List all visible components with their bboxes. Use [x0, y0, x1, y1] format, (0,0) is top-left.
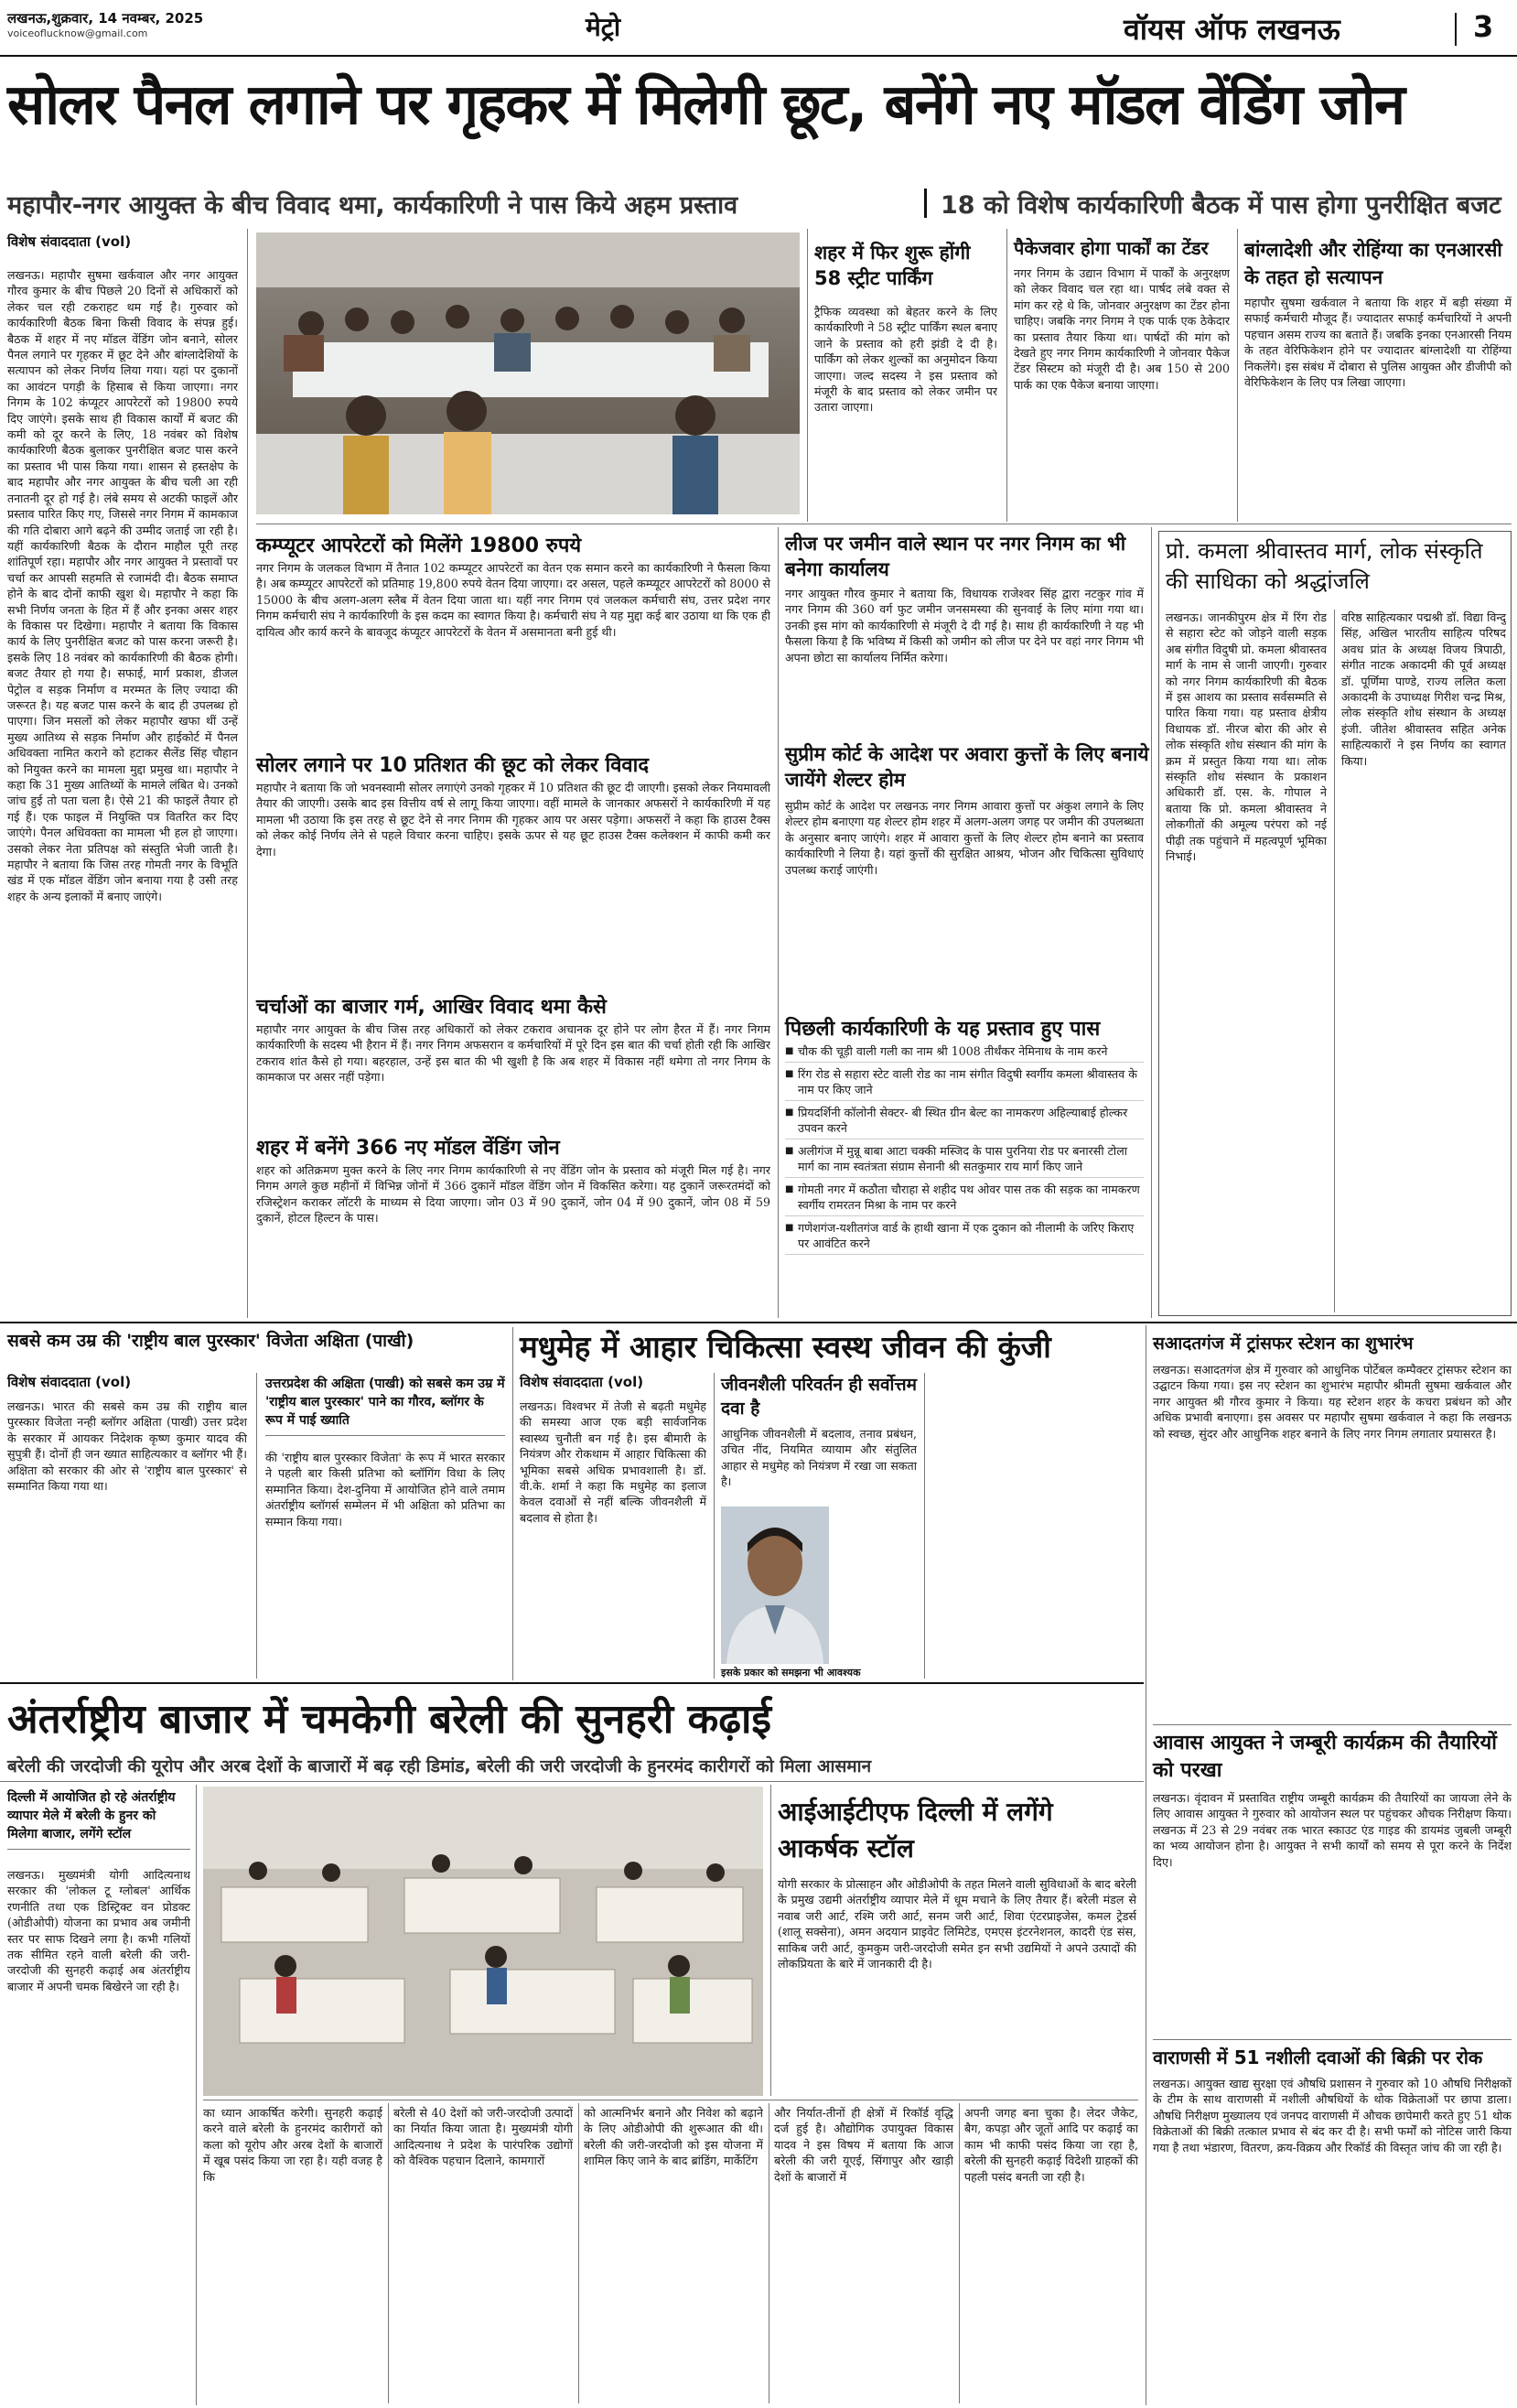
debate-body: महापौर नगर आयुक्त के बीच जिस तरह अधिकारों को लेकर टकराव अचानक दूर होने पर लोग हैरत में हैं। नगर निगम कार्यकारिणी के सदस्य भी हैरान में हैं। नगर निगम अफसरान व कर्मचारियों में पूरे दिन इस बात की चर्चा होती रही कि आखिर टकराव शांत कैसे हो गया। बहरहाल, उन्हें इस बात की भी खुशी है कि अब शहर में विकास नहीं थमेगा तो नगर निगम के कामकाज पर असर नहीं पड़ेगा।	[256, 1022, 770, 1085]
bottom-col-rule-1	[388, 2103, 389, 2403]
nrc-headline: बांग्लादेशी और रोहिंग्या का एनआरसी के तहत हो सत्यापन	[1244, 239, 1502, 288]
parking-body: ट्रैफिक व्यवस्था को बेहतर करने के लिए कार्यकारिणी ने 58 स्ट्रीट पार्किंग स्थल बनाए जाने के प्रस्ताव को हरी झंडी दे दी है। पार्किंग को लेकर शुल्कों का अनुमोदन किया जाएगा। जल्द सदस्य ने इस प्रस्ताव को मंजूरी के बाद प्रस्ताव को लेकर जमीन पर उतारा जाएगा।	[814, 305, 997, 415]
shelter-body: सुप्रीम कोर्ट के आदेश पर लखनऊ नगर निगम आवारा कुत्तों पर अंकुश लगाने के लिए शेल्टर होम बनाएगा यह शेल्टर होम शहर में अलग-अलग जगह पर जमीन की उपलब्धता के अनुसार बनाए जाएंगे। शहर में आवारा कुत्तों के लिए शेल्टर होम बनाने का प्रस्ताव कार्यकारिणी ने लिया है। यहां कुत्तों की सुरक्षित आश्रय, भोजन और चिकित्सा सुविधाएं उपलब्ध कराई जाएंगी।	[785, 799, 1144, 877]
transfer-headline: सआदतगंज में ट्रांसफर स्टेशन का शुभारंभ	[1153, 1334, 1414, 1354]
zardozi-deck-rule	[0, 1781, 1144, 1782]
tribute-left-rule	[1151, 527, 1152, 1318]
award-col-rule	[256, 1373, 257, 1679]
vending-headline: शहर में बनेंगे 366 नए मॉडल वेंडिंग जोन	[256, 1137, 560, 1160]
award-headline: सबसे कम उम्र की 'राष्ट्रीय बाल पुरस्कार' विजेता अक्षिता (पाखी)	[7, 1331, 414, 1351]
lead-col-rule	[247, 229, 248, 1318]
operators-headline: कम्प्यूटर आपरेटरों को मिलेंगे 19800 रुपये	[256, 535, 582, 557]
zardozi-rule	[0, 1682, 1144, 1684]
lead-headline: सोलर पैनल लगाने पर गृहकर में मिलेगी छूट, बनेंगे नए मॉडल वेंडिंग जोन	[7, 72, 1404, 137]
parks-body: नगर निगम के उद्यान विभाग में पार्कों के अनुरक्षण को लेकर विवाद चल रहा था। पार्षद लंबे वक्त से मांग कर रहे थे कि, जोनवार अनुरक्षण का टेंडर होना चाहिए। जबकि नगर निगम ने एक पार्क एक ठेकेदार का प्रस्ताव तैयार किया था। पार्षदों की मांग को देखते हुए नगर निगम कार्यकारिणी ने जोनवार पैकेज टेंडर सिस्टम को मंजूरी दी है। अब 150 से 200 पार्क का एक पैकेज बनाया जाएगा।	[1014, 266, 1230, 392]
doctor-photo	[721, 1506, 829, 1664]
award-body-b: की 'राष्ट्रीय बाल पुरस्कार विजेता' के रूप में भारत सरकार ने पहली बार किसी प्रतिभा को ब्लॉगिंग विधा के लिए सम्मानित किया। देश-दुनिया में आयोजित होने वाले तमाम अंतर्राष्ट्रीय ब्लॉगर्स सम्मेलन में भी अक्षिता को प्रतिभा का सम्मान किया गया।	[265, 1451, 505, 1528]
artisans-photo	[203, 1787, 763, 2096]
photo-right-rule	[807, 229, 808, 522]
zardozi-body-b: योगी सरकार के प्रोत्साहन और ओडीओपी के तहत मिलने वाली सुविधाओं के बाद बरेली के प्रमुख उद्यमी अंतर्राष्ट्रीय व्यापार मेले में धूम मचाने के लिए तैयार हैं। बरेली मंडल से नवाब जरी आर्ट, रश्मि जरी आर्ट, सनम जरी आर्ट, शिवा एंटरप्राइजेस, कमल ट्रेडर्स (शालू सक्सेना), अमन अदयान प्राइवेट लिमिटेड, एमएस इंटरनेशनल, कादरी एंड संस, साकिब जरी आर्ट, कुमकुम जरी-जरदोजी समेत इन सभी उद्यमियों ने अपने उत्पादों की लोकप्रियता के बारे में जानकारी दी है।	[778, 1877, 1136, 1971]
zardozi-deck: बरेली की जरदोजी की यूरोप और अरब देशों के बाजारों में बढ़ रही डिमांड, बरेली की जरी जरदोजी के हुनरमंद कारीगरों को मिला आसमान	[7, 1756, 872, 1776]
solar-body: महापौर ने बताया कि जो भवनस्वामी सोलर लगाएंगे उनको गृहकर में 10 प्रतिशत की छूट दी जाएगी। इसको लेकर नियमावली तैयार की जाएगी। उसके बाद इस वित्तीय वर्ष से लागू किया जाएगा। वहीं मामले के जानकार अफसरों ने कार्यकारिणी में यह मामला भी उठाया कि इस तरह से छूट देने से नगर निगम की गृहकर आय पर असर पड़ेगा। अफसरों ने कहा कि हाउस टैक्स को लेकर कोई निर्णय लेने से पहले विचार करना चाहिए। इसके ऊपर से यह छूट हाउस टैक्स कलेक्शन में काफी कमी कर देगा।	[256, 781, 770, 858]
zardozi-headline: अंतर्राष्ट्रीय बाजार में चमकेगी बरेली की सुनहरी कढ़ाई	[7, 1696, 772, 1743]
tribute-body-b: वरिष्ठ साहित्यकार पद्मश्री डॉ. विद्या विन्दु सिंह, अखिल भारतीय साहित्य परिषद अवध प्रांत के अध्यक्ष विजय त्रिपाठी, संगीत नाटक अकादमी की पूर्व अध्यक्ष डॉ. पूर्णिमा पाण्डे, राज्य ललित कला अकादमी के उपाध्यक्ष गिरीश चन्द्र मिश्र, लोक संस्कृति शोध संस्थान के अध्यक्ष इंजी. जीतेश श्रीवास्तव सहित अनेक साहित्यकारों ने इस निर्णय का स्वागत किया।	[1341, 610, 1506, 768]
brand-divider	[1455, 13, 1457, 46]
mid-col-rule	[778, 527, 779, 1318]
diabetes-body-b: आधुनिक जीवनशैली में बदलाव, तनाव प्रबंधन, उचित नींद, नियमित व्यायाम और संतुलित आहार से मधुमेह को नियंत्रण में रखा जा सकता है।	[721, 1427, 917, 1489]
lead-byline: विशेष संवाददाता (vol)	[7, 233, 132, 250]
band2-rule	[0, 1322, 1517, 1323]
shelter-headline: सुप्रीम कोर्ट के आदेश पर अवारा कुत्तों के लिए बनाये जायेंगे शेल्टर होम	[785, 743, 1149, 791]
zardozi-col-rule	[196, 1785, 197, 2405]
award-right-rule	[512, 1327, 513, 1680]
section-label: मेट्रो	[586, 12, 621, 42]
lead-deck-a: महापौर-नगर आयुक्त के बीच विवाद थमा, कार्यकारिणी ने पास किये अहम प्रस्ताव	[7, 191, 738, 220]
zardozi-col-3: को आत्मनिर्भर बनाने और निवेश को बढ़ाने के लिए ओडीओपी की शुरूआत की थी। बरेली की जरी-जरदोजी को इस योजना में शामिल किए जाने के बाद ब्रांडिंग, मार्केटिंग	[584, 2106, 763, 2168]
passed-item: ■ रिंग रोड से सहारा स्टेट वाली रोड का नाम संगीत विदुषी स्वर्गीय कमला श्रीवास्तव के नाम पर किए जाने	[785, 1066, 1144, 1101]
iitf-left-rule	[770, 1785, 771, 2096]
transfer-body: लखनऊ। सआदतगंज क्षेत्र में गुरुवार को आधुनिक पोर्टेबल कम्पैक्टर ट्रांसफर स्टेशन का उद्घाटन किया गया। इस नए स्टेशन का शुभारंभ महापौर श्रीमती सुषमा खर्कवाल और नगर आयुक्त श्री गौरव कुमार ने किया। यह स्टेशन शहर के कचरा प्रबंधन को और अधिक प्रभावी बनाएगा। इस अवसर पर महापौर सुषमा खर्कवाल ने कहा कि लखनऊ को स्वच्छ, सुंदर और आधुनिक शहर बनाने के लिए नगर निगम लगातार प्रयासरत है।	[1153, 1363, 1512, 1441]
deck-divider	[924, 189, 927, 218]
diabetes-col-rule	[714, 1373, 715, 1679]
operators-body: नगर निगम के जलकल विभाग में तैनात 102 कम्प्यूटर आपरेटरों का वेतन एक समान करने का कार्यकारिणी ने फैसला किया है। अब कम्प्यूटर आपरेटरों को प्रतिमाह 19,800 रुपये वेतन दिया जाएगा। दर असल, पहले कम्प्यूटर आपरेटरों को 8000 से 15000 के बीच अलग-अलग स्लैब में वेतन दिया जाता था। यहीं नगर निगम एवं जलकल कर्मचारी संघ, उत्तर प्रदेश नगर निगम कर्मचारी संघ ने कार्यकारिणी के इस कदम का स्वागत किया है। कर्मचारी संघ ने यह मुद्दा कई बार उठाया था कि एक ही दायित्व और कार्य करने के बावजूद कंप्यूटर आपरेटरों के वेतन में असमानता बनी हुई थी।	[256, 561, 770, 639]
office-body: नगर आयुक्त गौरव कुमार ने बताया कि, विधायक राजेश्वर सिंह द्वारा नटकुर गांव में नगर निगम की 360 वर्ग फुट जमीन जनसमस्या की सुनवाई के लिए मांगा गया था। उनकी इस मांग को कार्यकारिणी से मंजूरी दे दी गई है। साथ ही कार्यकारिणी ने यह भी फैसला किया है कि भविष्य में किसी को जमीन को लीज पर देने पर वहां नगर निगम भी अपना छोटा सा कार्यालय निर्मित करेगा।	[785, 587, 1144, 664]
zardozi-callout: दिल्ली में आयोजित हो रहे अंतर्राष्ट्रीय व्यापार मेले में बरेली के हुनर को मिलेगा बाजार, लगेंगे स्टॉल	[7, 1788, 190, 1850]
diabetes-right-rule	[924, 1373, 925, 1679]
jamboree-rule	[1153, 1724, 1512, 1725]
diabetes-caption: इसके प्रकार को समझना भी आवश्यक	[721, 1667, 861, 1679]
passed-item: ■ प्रियदर्शिनी कॉलोनी सेक्टर- बी स्थित ग्रीन बेल्ट का नामकरण अहिल्याबाई होल्कर उपवन करने	[785, 1105, 1144, 1139]
passed-item: ■ अलीगंज में मुन्नू बाबा आटा चक्की मस्जिद के पास पुरनिया रोड पर बनारसी टोला मार्ग का नाम स्वतंत्रता संग्राम सेनानी श्री सतकुमार राय मार्ग किए जाने	[785, 1143, 1144, 1178]
meeting-photo-graphic	[256, 232, 800, 514]
vending-body: शहर को अतिक्रमण मुक्त करने के लिए नगर निगम कार्यकारिणी से नए वेंडिंग जोन के प्रस्ताव को मंजूरी मिल गई है। नगर निगम अगले कुछ महीनों में विभिन्न जोनों में 366 दुकानें मॉडल वेंडिंग जोन में विकसित करेगा। यह दुकानें जरूरतमंदों को रजिस्ट्रेशन कराकर लॉटरी के माध्यम से दिया जाएगा। जोन 03 में 90 दुकानें, जोन 04 में 90 दुकानें, जोन 08 में 59 दुकानें, होटल हिल्टन के पास।	[256, 1163, 770, 1226]
lead-deck-b: 18 को विशेष कार्यकारिणी बैठक में पास होगा पुनरीक्षित बजट	[941, 191, 1501, 220]
diabetes-subhead: जीवनशैली परिवर्तन ही सर्वोत्तम दवा है	[721, 1375, 917, 1419]
drugs-rule	[1153, 2039, 1512, 2040]
jamboree-body: लखनऊ। वृंदावन में प्रस्तावित राष्ट्रीय जम्बूरी कार्यक्रम की तैयारियों का जायजा लेने के लिए आवास आयुक्त ने गुरुवार को आयोजन स्थल पर पहुंचकर औचक निरीक्षण किया। लखनऊ में 23 से 29 नवंबर तक भारत स्काउट एंड गाइड की डायमंड जुबली जम्बूरी का भव्य आयोजन होना है। आयुक्त ने सभी कार्यों को समय से पूरा करने के निर्देश दिए।	[1153, 1791, 1512, 1869]
passed-item: ■ गणेशगंज-यशीतगंज वार्ड के हाथी खाना में एक दुकान को नीलामी के जरिए किराए पर आवंटित करने	[785, 1220, 1144, 1255]
debate-headline: चर्चाओं का बाजार गर्म, आखिर विवाद थमा कैसे	[256, 996, 607, 1019]
nrc-body: महापौर सुषमा खर्कवाल ने बताया कि शहर में बड़ी संख्या में सफाई कर्मचारी मौजूद हैं। ज्यादातर सफाई कर्मचारियों ने अपनी पहचान असम राज्य का बताते हैं। जबकि इनका एनआरसी नियम के तहत वेरिफिकेशन होने पर ज्यादातर बांग्लादेशी या रोहिंग्या निकलेंगे। इस संबंध में दोबारा से पुलिस आयुक्त और डीजीपी को वेरिफिकेशन के लिए पत्र लिखा जाएगा।	[1244, 296, 1512, 390]
jamboree-headline: आवास आयुक्त ने जम्बूरी कार्यक्रम की तैयारियों को परखा	[1153, 1732, 1497, 1782]
award-callout: उत्तरप्रदेश की अक्षिता (पाखी) को सबसे कम उम्र में 'राष्ट्रीय बाल पुरस्कार' पाने का गौरव, ब्लॉगर के रूप में पाई ख्याति	[265, 1375, 505, 1436]
zardozi-col-1: का ध्यान आकर्षित करेगी। सुनहरी कढ़ाई करने वाले बरेली के हुनरमंद कारीगरों को कला को यूरोप और अरब देशों के बाजारों में खूब पसंद किया जा रहा है। यही वजह है कि	[203, 2106, 382, 2184]
email: voiceoflucknow@gmail.com	[7, 27, 148, 39]
masthead-rule	[0, 55, 1517, 57]
zardozi-col-5: अपनी जगह बना चुका है। लेदर जैकेट, बैग, कपड़ा और जूतों आदि पर कढ़ाई का काम भी काफी पसंद किया जा रहा है, बरेली की सुनहरी कढ़ाई विदेशी ग्राहकों की पहली पसंद बनती जा रही है।	[964, 2106, 1138, 2184]
passed-item: ■ चौक की चूड़ी वाली गली का नाम श्री 1008 तीर्थंकर नेमिनाथ के नाम करने	[785, 1043, 1144, 1063]
zardozi-col-2: बरेली से 40 देशों को जरी-जरदोजी उत्पादों का निर्यात किया जाता है। मुख्यमंत्री योगी आदित्यनाथ ने प्रदेश के पारंपरिक उद्योगों को वैश्विक पहचान दिलाने, कामगारों	[393, 2106, 573, 2168]
bottom-col-rule-4	[959, 2103, 960, 2403]
brand-logo: वॉयस ऑफ लखनऊ	[1124, 12, 1340, 47]
meeting-photo	[256, 232, 800, 514]
page-number: 3	[1473, 9, 1494, 44]
passed-item: ■ गोमती नगर में कठौता चौराहा से शहीद पथ ओवर पास तक की सड़क का नामकरण स्वर्गीय रामरतन मिश्रा के नाम पर करने	[785, 1182, 1144, 1216]
parking-headline: शहर में फिर शुरू होंगी 58 स्ट्रीट पार्किंग	[814, 242, 971, 289]
award-body-a: लखनऊ। भारत की सबसे कम उम्र की राष्ट्रीय बाल पुरस्कार विजेता नन्ही ब्लॉगर अक्षिता (पाखी) उत्तर प्रदेश के सरकार में आयकर निदेशक कृष्ण कुमार यादव की सुपुत्री हैं। दोनों ही जन ख्यात साहित्यकार व ब्लॉगर भी हैं। अक्षिता को सरकार की ओर से 'राष्ट्रीय बाल पुरस्कार' से सम्मानित किया गया था।	[7, 1399, 247, 1494]
lead-body: लखनऊ। महापौर सुषमा खर्कवाल और नगर आयुक्त गौरव कुमार के बीच पिछले 20 दिनों से अधिकारों को लेकर चल रही टकराहट थम गई है। गुरुवार को कार्यकारिणी बैठक बिना किसी विवाद के संपन्न हुई। बैठक में शहर में नए मॉडल वेंडिंग जोन बनाने, सोलर पैनल लगाने पर गृहकर में छूट देने और बांग्लादेशियों के सत्यापन को लेकर निर्णय लिया गया। यहां पर दुकानों का आवंटन पगड़ी के हिसाब से किया जाएगा। नगर निगम के 102 कंप्यूटर आपरेटरों को 19800 रुपये दिए जाएंगे। इसके साथ ही विकास कार्यों में बजट की कमी को दूर करने के लिए, 18 नवंबर को विशेष कार्यकारिणी बैठक बुलाकर पुनरीक्षित बजट पास करने का प्रस्ताव भी पास किया गया। शासन से हस्तक्षेप के बाद महापौर और नगर आयुक्त के बीच चली आ रही तनातनी दूर हो गई है। लंबे समय से अटकी फाइलें और प्रस्ताव पारित किए गए, जिससे नगर निगम में कामकाज की गति दोबारा आगे बढ़ने की उम्मीद जताई जा रही है। यहीं कार्यकारिणी बैठक के दौरान माहौल पूरी तरह शांतिपूर्ण रहा। महापौर और नगर आयुक्त ने प्रस्तावों पर चर्चा कर आपसी सहमति से रजामंदी दी। बैठक समाप्त होने के बाद दोनों काफी खुश थे। महापौर ने कहा कि सभी निर्णय जनता के हित में हैं और इनका असर शहर के विकास पर दिखेगा। महापौर ने बताया कि विकास कार्य के लिए पुनरीक्षित बजट को पास करना जरूरी है। इसके लिए 18 नवंबर को कार्यकारिणी की बैठक होगी। बजट तैयार हो गया है। सफाई, मार्ग प्रकाश, डीजल पेट्रोल व सड़क निर्माण व मरम्मत के लिए ज्यादा की जरूरत है। यह बजट पास करने के बाद ही उपलब्ध हो पाएगा। जिन मसलों को लेकर महापौर खफा थीं उन्हें मुख्य आतिथ्य से सड़क निर्माण और हाईकोर्ट में पैनल अधिवक्ता नामित कराने को हटाकर सैलेंड सिंह चौहान को नियुक्त करने का मामला मुद्दा प्रमुख था। महापौर ने कहा कि 31 मुख्य आतिथ्यों के मामले लंबित थे। उनको जांच हुई तो पता चला है। ऐसे 21 की फाइलें तैयार हो गई हैं। एक फाइल में नियुक्ति पत्र वितरित कर दिए जाएंगे। पैनल अधिवक्ता का मामला भी हल हो जाएगा। उसको लेकर नेता प्रतिपक्ष को संस्तुति भेजी जाती है। महापौर ने बताया कि जिस तरह गोमती नगर के विभूति खंड में एक मॉडल वेंडिंग जोन बनाया गया है उसी तरह शहर के अन्य इलाकों में बनाए जाएंगे।	[7, 268, 238, 903]
drugs-headline: वाराणसी में 51 नशीली दवाओं की बिक्री पर रोक	[1153, 2046, 1483, 2068]
tribute-body-a: लखनऊ। जानकीपुरम क्षेत्र में रिंग रोड से सहारा स्टेट को जोड़ने वाली सड़क अब संगीत विदुषी प्रो. कमला श्रीवास्तव मार्ग के नाम से जानी जाएगी। गुरुवार को नगर निगम कार्यकारिणी की बैठक में इस आशय का प्रस्ताव सर्वसम्मति से पारित किया गया। यह प्रस्ताव क्षेत्रीय विधायक डॉ. नीरज बोरा की ओर से लोक संस्कृति शोध संस्थान की मांग के क्रम में प्रस्तुत किया गया था। लोक संस्कृति शोध संस्थान के प्रकाशन अधिकारी डॉ. एस. के. गोपाल ने बताया कि प्रो. कमला श्रीवास्तव ने लोकगीतों की अमूल्य परंपरा को नई पीढ़ी तक पहुंचाने में महत्वपूर्ण भूमिका निभाई।	[1166, 610, 1327, 864]
diabetes-body-c	[931, 1373, 1136, 1679]
diabetes-byline: विशेष संवाददाता (vol)	[520, 1374, 644, 1390]
solar-headline: सोलर लगाने पर 10 प्रतिशत की छूट को लेकर विवाद	[256, 754, 650, 777]
doctor-portrait	[721, 1506, 829, 1664]
tribute-col-rule	[1334, 610, 1335, 1312]
drugs-body: लखनऊ। आयुक्त खाद्य सुरक्षा एवं औषधि प्रशासन ने गुरुवार को 10 औषधि निरीक्षकों के टीम के साथ वाराणसी में नशीली औषधियों के थोक विक्रेताओं पर छापा डाला। औषधि निरीक्षण मुख्यालय एवं जनपद वाराणसी में औचक छापेमारी करते हुए 51 थोक विक्रेताओं की बिक्री तत्काल प्रभाव से बंद कर दी है। सभी फर्मों को नोटिस जारी किया गया है तथा भंडारण, वितरण, क्रय-विक्रय और रिकॉर्ड की विस्तृत जांच की जा रही है।	[1153, 2077, 1512, 2154]
iitf-subhead: आईआईटीएफ दिल्ली में लगेंगे आकर्षक स्टॉल	[778, 1797, 1053, 1863]
award-byline: विशेष संवाददाता (vol)	[7, 1374, 132, 1390]
parking-rule	[1006, 229, 1007, 522]
zardozi-body-a: लखनऊ। मुख्यमंत्री योगी आदित्यनाथ सरकार की 'लोकल टू ग्लोबल' आर्थिक रणनीति तथा एक डिस्ट्रिक्ट वन प्रोडक्ट (ओडीओपी) योजना का प्रभाव अब जमीनी स्तर पर साफ दिखने लगा है। कभी गलियों तक सीमित रहने वाली बरेली की जरी-जरदोजी की सुनहरी कढ़ाई अब अंतर्राष्ट्रीय बाजार में अपनी चमक बिखेरने जा रही है।	[7, 1868, 190, 1993]
dateline: लखनऊ,शुक्रवार, 14 नवम्बर, 2025	[7, 10, 204, 27]
parks-headline: पैकेजवार होगा पार्कों का टेंडर	[1014, 237, 1209, 259]
artisans-graphic	[203, 1787, 763, 2096]
parks-rule	[1237, 229, 1238, 522]
passed-headline: पिछली कार्यकारिणी के यह प्रस्ताव हुए पास	[785, 1018, 1101, 1041]
diabetes-headline: मधुमेह में आहार चिकित्सा स्वस्थ जीवन की कुंजी	[520, 1329, 1051, 1365]
bottom-col-rule-2	[578, 2103, 579, 2403]
diabetes-body-a: लखनऊ। विश्वभर में तेजी से बढ़ती मधुमेह की समस्या आज एक बड़ी सार्वजनिक स्वास्थ्य चुनौती बन गई है। इस बीमारी के नियंत्रण और रोकथाम में आहार चिकित्सा की भूमिका सबसे अधिक प्रभावशाली है। डॉ. वी.के. शर्मा ने कहा कि मधुमेह का इलाज केवल दवाओं से नहीं बल्कि जीवनशैली में बदलाव से होता है।	[520, 1399, 706, 1525]
passed-list	[785, 1043, 1144, 1318]
tribute-headline: प्रो. कमला श्रीवास्तव मार्ग, लोक संस्कृति की साधिका को श्रद्धांजलि	[1166, 538, 1483, 594]
office-headline: लीज पर जमीन वाले स्थान पर नगर निगम का भी बनेगा कार्यालय	[785, 533, 1126, 580]
zardozi-col-4: और निर्यात-तीनों ही क्षेत्रों में रिकॉर्ड वृद्धि दर्ज हुई है। औद्योगिक उपायुक्त विकास यादव ने इस विषय में बताया कि आज बरेली की जरी यूएई, सिंगापुर और खाड़ी देशों के बाजारों में	[774, 2106, 953, 2184]
